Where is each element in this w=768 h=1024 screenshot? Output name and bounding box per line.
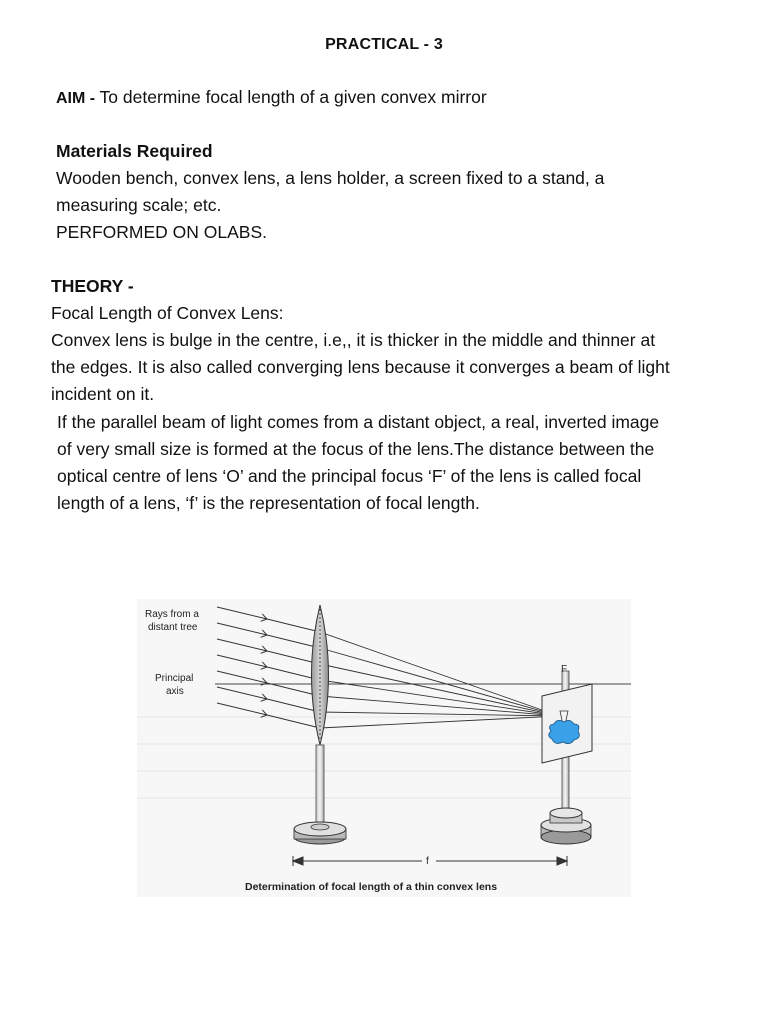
theory-paragraph-line: incident on it. [51, 384, 155, 404]
incoming-rays [217, 607, 320, 728]
page-title: PRACTICAL - 3 [325, 36, 443, 53]
theory-paragraph-line: length of a lens, ‘f’ is the representation of focal length. [57, 493, 480, 513]
materials-heading: Materials Required [56, 141, 213, 161]
theory-subheading: Focal Length of Convex Lens: [51, 303, 284, 323]
lens-stand [294, 745, 346, 844]
figure-caption: Determination of focal length of a thin convex lens [245, 881, 498, 893]
aim-line [56, 84, 487, 112]
materials-line: measuring scale; etc. [56, 195, 222, 215]
theory-paragraph-line: If the parallel beam of light comes from a distant object, a real, inverted image [57, 412, 660, 432]
focal-length-label: f [426, 856, 429, 867]
theory-paragraph-line: the edges. It is also called converging lens because it converges a beam of light [51, 357, 670, 377]
converging-rays [320, 632, 559, 728]
aim-label: AIM - [56, 90, 100, 107]
rays-label: distant tree [148, 622, 198, 633]
aim-text: To determine focal length of a given convex mirror [99, 87, 487, 107]
materials-line: Wooden bench, convex lens, a lens holder, a screen fixed to a stand, a [56, 168, 605, 188]
convex-lens-diagram [137, 599, 631, 897]
theory-paragraph-line: Convex lens is bulge in the centre, i.e,, it is thicker in the middle and thinner at [51, 330, 656, 350]
rays-label: Rays from a [145, 609, 199, 620]
principal-axis-label: Principal [155, 673, 194, 684]
theory-paragraph-line: of very small size is formed at the focus of the lens.The distance between the [57, 439, 655, 459]
focus-label: F [561, 664, 568, 675]
theory-heading: THEORY - [51, 276, 134, 296]
theory-paragraph-line: optical centre of lens ‘O’ and the principal focus ‘F’ of the lens is called focal [57, 466, 642, 486]
principal-axis-label: axis [166, 686, 184, 697]
materials-line: PERFORMED ON OLABS. [56, 222, 268, 242]
